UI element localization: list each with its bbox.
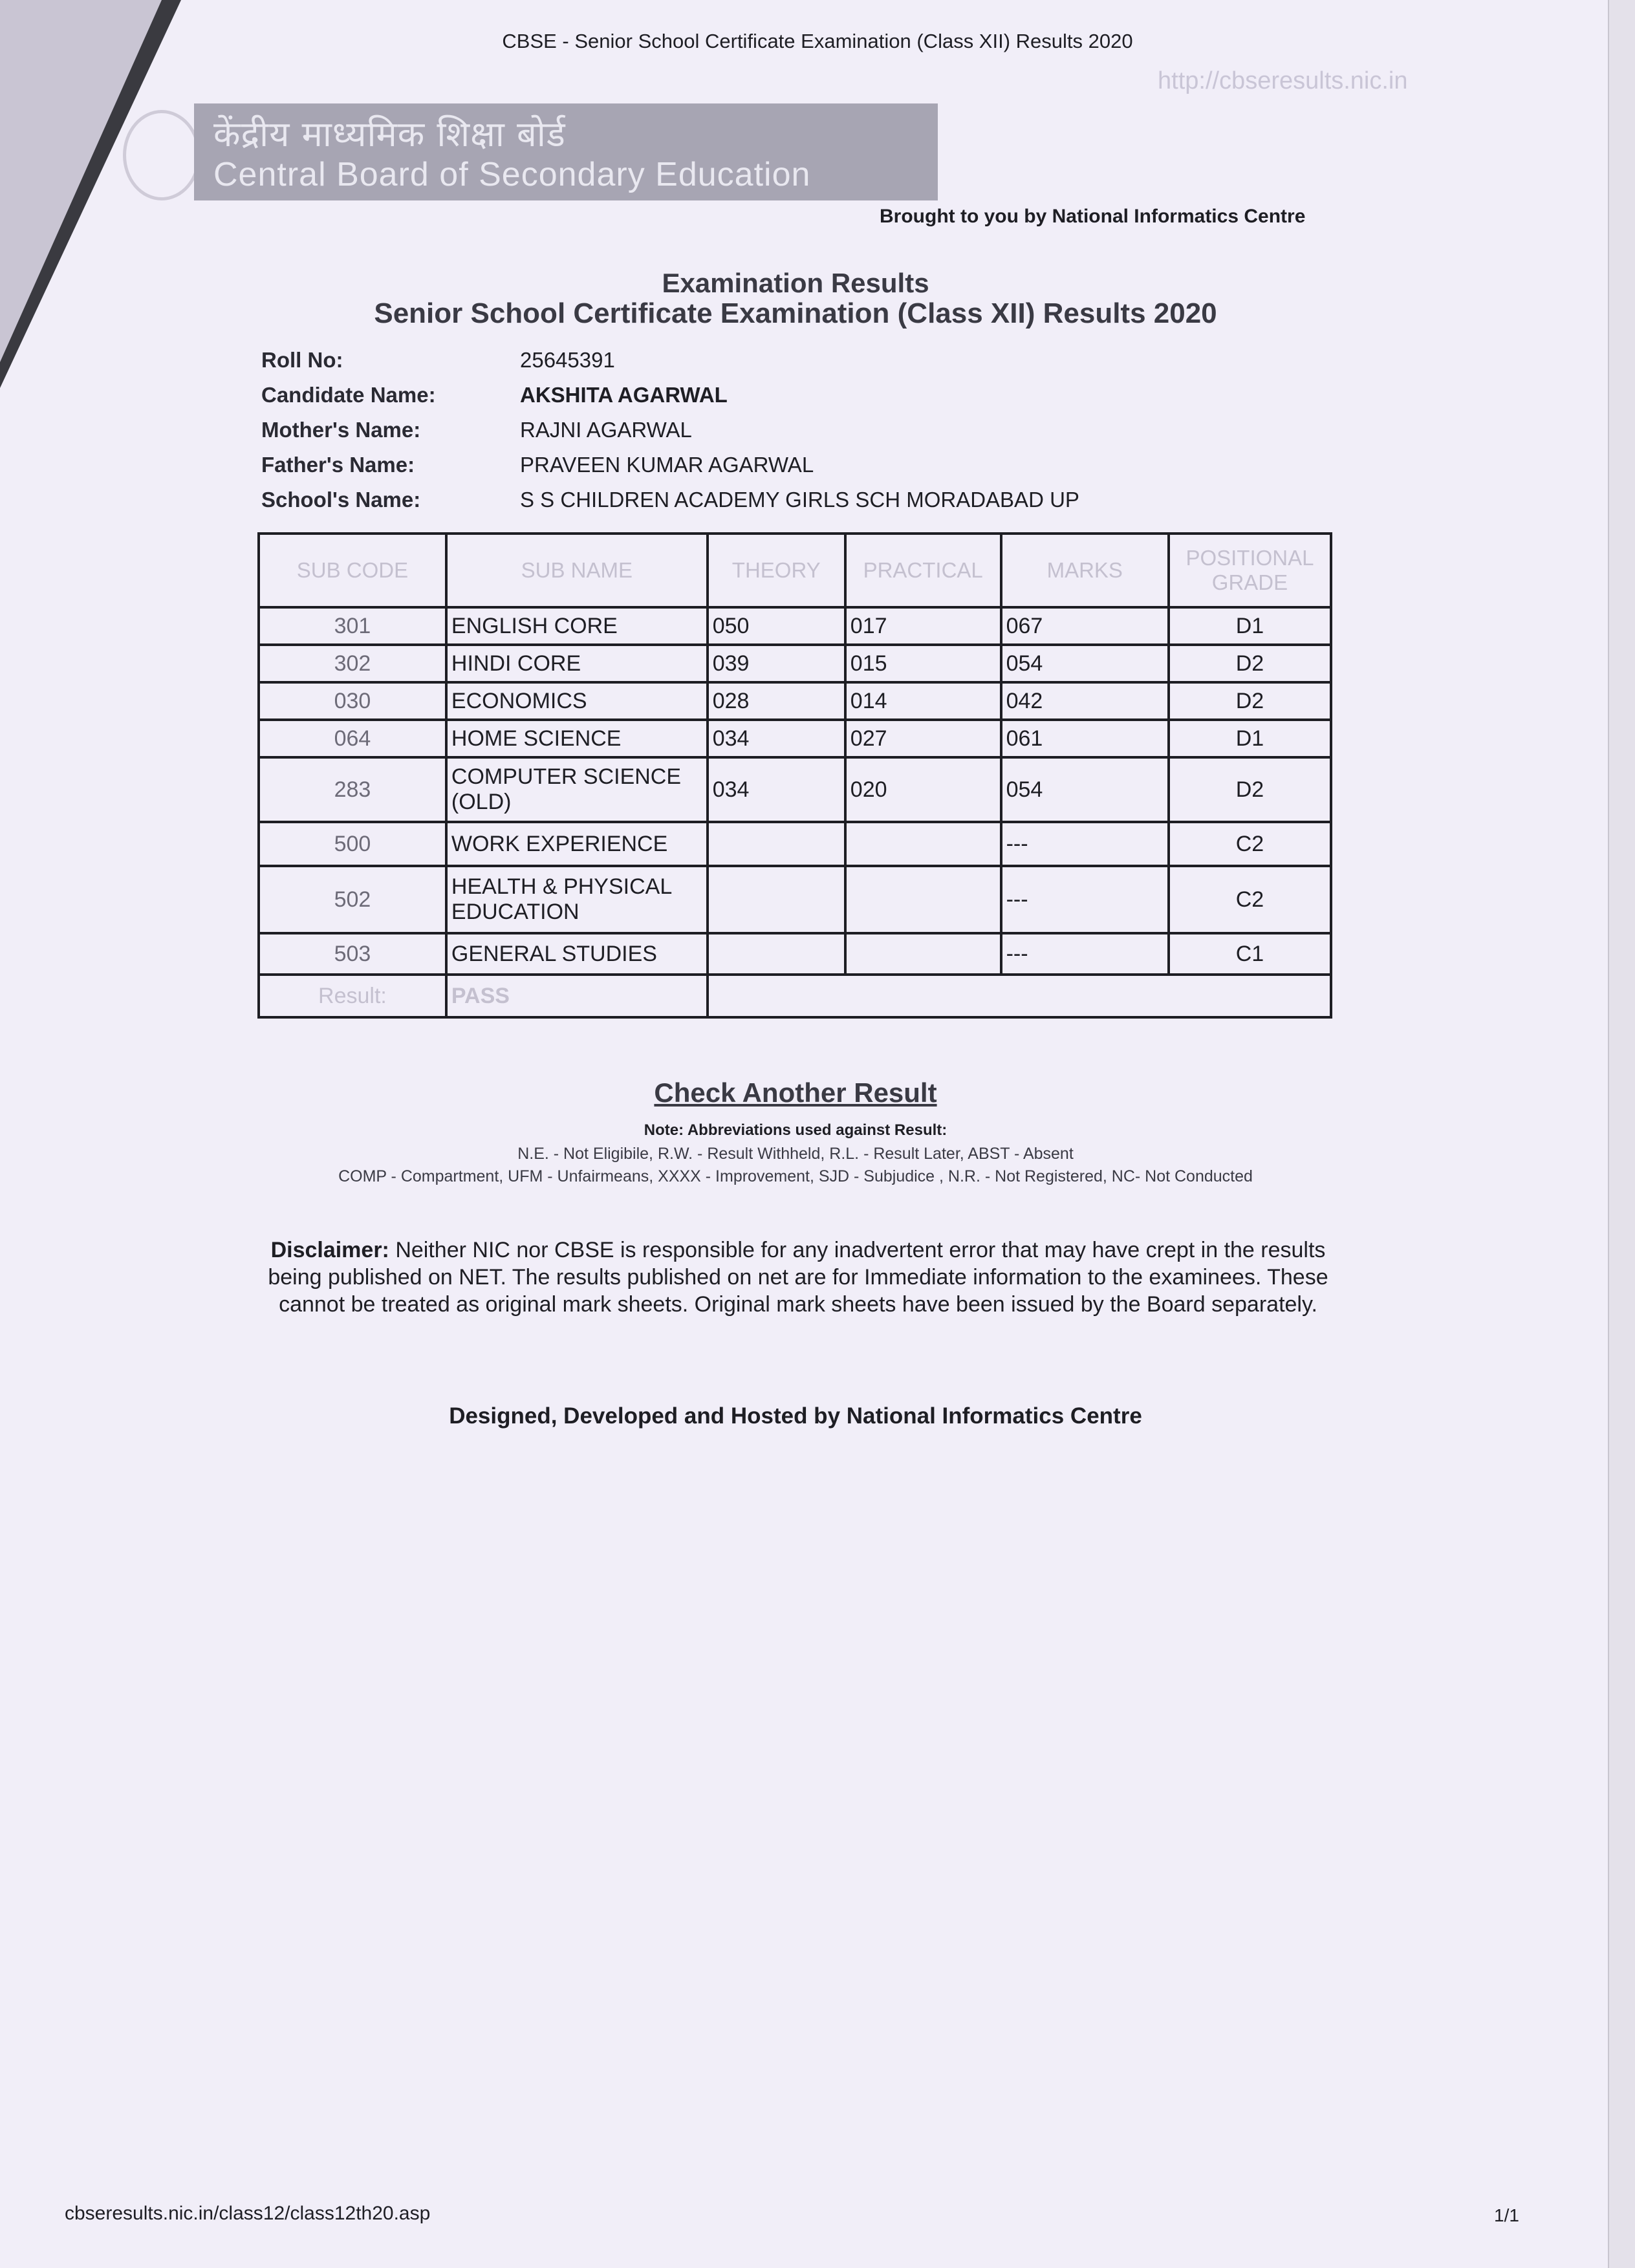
- header-sub-name: SUB NAME: [446, 534, 708, 607]
- school-row: [261, 482, 1079, 517]
- positional-grade: D2: [1169, 682, 1331, 720]
- emblem-icon: [123, 110, 200, 200]
- total-marks: ---: [1001, 822, 1169, 866]
- theory-marks: 039: [708, 645, 845, 682]
- sub-code: 283: [259, 757, 446, 822]
- theory-marks: 034: [708, 720, 845, 757]
- logo-hindi-text: केंद्रीय माध्यमिक शिक्षा बोर्ड: [213, 114, 566, 155]
- sub-name: GENERAL STUDIES: [446, 933, 708, 975]
- note-line-1: N.E. - Not Eligibile, R.W. - Result Withheld, R.L. - Result Later, ABST - Absent: [517, 1145, 1074, 1163]
- positional-grade: C2: [1169, 866, 1331, 933]
- header-grade: POSITIONAL GRADE: [1169, 534, 1331, 607]
- page-header-title: CBSE - Senior School Certificate Examination (Class XII) Results 2020: [502, 30, 1133, 52]
- theory-marks: [708, 933, 845, 975]
- father-name-value: PRAVEEN KUMAR AGARWAL: [520, 453, 814, 477]
- total-marks: 042: [1001, 682, 1169, 720]
- candidate-info: [261, 343, 1079, 517]
- sub-name: WORK EXPERIENCE: [446, 822, 708, 866]
- table-row: [259, 607, 1331, 645]
- disclaimer-label: Disclaimer:: [270, 1238, 389, 1262]
- brought-by-text: Brought to you by National Informatics Centre: [880, 206, 1306, 227]
- sub-code: 503: [259, 933, 446, 975]
- practical-marks: 014: [845, 682, 1001, 720]
- table-row: [259, 933, 1331, 975]
- header-theory: THEORY: [708, 534, 845, 607]
- positional-grade: C1: [1169, 933, 1331, 975]
- school-name-label: School's Name:: [261, 488, 421, 512]
- note-line-2: COMP - Compartment, UFM - Unfairmeans, XXXX - Improvement, SJD - Subjudice , N.R. - Not Registered, NC- Not Conducted: [338, 1167, 1253, 1185]
- table-row: [259, 822, 1331, 866]
- positional-grade: D1: [1169, 607, 1331, 645]
- practical-marks: 027: [845, 720, 1001, 757]
- header-url: http://cbseresults.nic.in: [1158, 67, 1408, 94]
- practical-marks: [845, 822, 1001, 866]
- practical-marks: [845, 933, 1001, 975]
- positional-grade: C2: [1169, 822, 1331, 866]
- theory-marks: 028: [708, 682, 845, 720]
- mother-row: [261, 413, 1079, 448]
- theory-marks: 050: [708, 607, 845, 645]
- header-marks: MARKS: [1001, 534, 1169, 607]
- total-marks: 061: [1001, 720, 1169, 757]
- logo-english-text: Central Board of Secondary Education: [213, 156, 811, 193]
- positional-grade: D2: [1169, 757, 1331, 822]
- practical-marks: 015: [845, 645, 1001, 682]
- sub-code: 301: [259, 607, 446, 645]
- sub-code: 502: [259, 866, 446, 933]
- mother-name-value: RAJNI AGARWAL: [520, 418, 692, 442]
- table-row: [259, 682, 1331, 720]
- designed-by-text: Designed, Developed and Hosted by National Informatics Centre: [449, 1403, 1142, 1429]
- candidate-name-label: Candidate Name:: [261, 383, 436, 407]
- practical-marks: 020: [845, 757, 1001, 822]
- sub-code: 030: [259, 682, 446, 720]
- mother-name-label: Mother's Name:: [261, 418, 421, 442]
- sub-name: ENGLISH CORE: [446, 607, 708, 645]
- total-marks: ---: [1001, 866, 1169, 933]
- practical-marks: 017: [845, 607, 1001, 645]
- total-marks: 054: [1001, 645, 1169, 682]
- table-row: [259, 645, 1331, 682]
- roll-row: [261, 343, 1079, 378]
- disclaimer-text: Neither NIC nor CBSE is responsible for any inadvertent error that may have crept in the results being published on NET. The results published on net are for Immediate information to the examinees. These cannot be treated as original mark sheets. Original mark sheets have been issued by the Board separately.: [268, 1238, 1328, 1317]
- header-sub-code: SUB CODE: [259, 534, 446, 607]
- total-marks: ---: [1001, 933, 1169, 975]
- footer-url: cbseresults.nic.in/class12/class12th20.asp: [65, 2203, 431, 2224]
- theory-marks: [708, 822, 845, 866]
- table-header-row: [259, 534, 1331, 607]
- result-value: PASS: [446, 975, 708, 1017]
- sub-name: HEALTH & PHYSICAL EDUCATION: [446, 866, 708, 933]
- sub-code: 500: [259, 822, 446, 866]
- theory-marks: 034: [708, 757, 845, 822]
- sub-name: ECONOMICS: [446, 682, 708, 720]
- table-row: [259, 720, 1331, 757]
- check-another-result-link[interactable]: Check Another Result: [654, 1077, 937, 1108]
- sub-name: HOME SCIENCE: [446, 720, 708, 757]
- page-edge: [1608, 0, 1635, 2268]
- sub-name: COMPUTER SCIENCE (OLD): [446, 757, 708, 822]
- result-row: [259, 975, 1331, 1017]
- roll-value: 25645391: [520, 348, 615, 372]
- sub-name: HINDI CORE: [446, 645, 708, 682]
- candidate-name-value: AKSHITA AGARWAL: [520, 383, 728, 407]
- father-row: [261, 448, 1079, 482]
- footer-page-number: 1/1: [1494, 2205, 1519, 2225]
- header-practical: PRACTICAL: [845, 534, 1001, 607]
- name-row: [261, 378, 1079, 413]
- positional-grade: D2: [1169, 645, 1331, 682]
- sub-code: 064: [259, 720, 446, 757]
- roll-label: Roll No:: [261, 348, 343, 372]
- practical-marks: [845, 866, 1001, 933]
- table-row: [259, 757, 1331, 822]
- results-table: [257, 532, 1332, 1019]
- total-marks: 067: [1001, 607, 1169, 645]
- positional-grade: D1: [1169, 720, 1331, 757]
- exam-results-heading: Examination Results: [662, 268, 929, 298]
- school-name-value: S S CHILDREN ACADEMY GIRLS SCH MORADABAD UP: [520, 488, 1079, 512]
- total-marks: 054: [1001, 757, 1169, 822]
- disclaimer: [261, 1237, 1335, 1318]
- note-heading: Note: Abbreviations used against Result:: [644, 1121, 947, 1139]
- theory-marks: [708, 866, 845, 933]
- father-name-label: Father's Name:: [261, 453, 415, 477]
- table-row: [259, 866, 1331, 933]
- result-label: Result:: [259, 975, 446, 1017]
- exam-name-heading: Senior School Certificate Examination (Class XII) Results 2020: [374, 297, 1217, 329]
- sub-code: 302: [259, 645, 446, 682]
